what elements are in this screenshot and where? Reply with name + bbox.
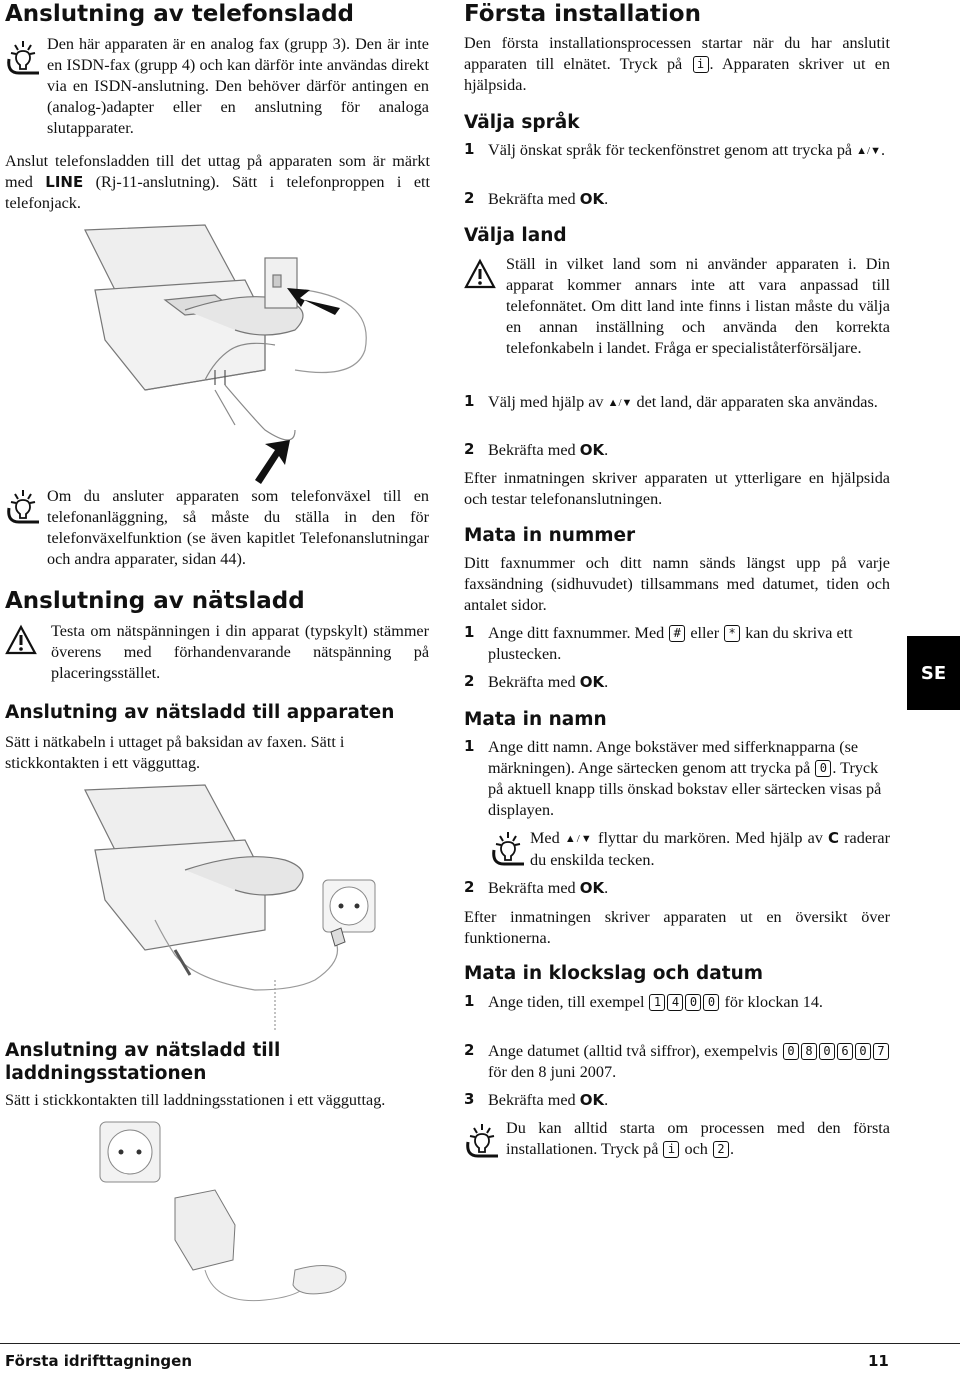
name-tip [530, 828, 890, 871]
heading-clock: Mata in klockslag och datum [464, 963, 764, 984]
clock-tip: Du kan alltid starta om processen med den första installationen. Tryck på i och 2 . [506, 1119, 890, 1158]
warning-icon [464, 258, 496, 290]
connect-text-b: (Rj-11-anslutning). Sätt i telefonproppen i ett telefonjack. [5, 173, 431, 212]
clock-step-2 [488, 1041, 890, 1083]
lang-step-1: Välj önskat språk för teckenfönstret genom att trycka på ▲/▼. [488, 141, 886, 159]
hash-key: # [669, 625, 685, 642]
name-step-2: Bekräfta med OK. [488, 879, 609, 897]
tip-icon [5, 37, 41, 77]
info-key: i [663, 1141, 679, 1158]
ok-label: OK [579, 879, 605, 897]
name-tip-d: raderar du enskilda tecken. [530, 829, 890, 869]
ok-label: OK [579, 190, 605, 208]
name-step-1-b: . Tryck på aktuell knapp tills önskad bokstav eller särtecken visas på displayen. [488, 759, 882, 819]
two-key: 2 [713, 1141, 729, 1158]
country-step-2: Bekräfta med OK. [488, 441, 609, 459]
clock-step-3: Bekräfta med OK. [488, 1091, 609, 1109]
digit-key: 0 [703, 994, 719, 1011]
digit-key: 0 [819, 1043, 835, 1060]
lang-step-2-text: Bekräfta med [488, 190, 580, 208]
country-after: Efter inmatningen skriver apparaten ut ytterligare en hjälpsida och testar telefonanslutningen. [464, 469, 890, 508]
star-key: * [724, 625, 740, 642]
zero-key: 0 [815, 760, 831, 777]
first-install-intro [464, 33, 890, 96]
line-label: LINE [45, 173, 84, 191]
ok-label: OK [579, 441, 605, 459]
clock-tip-a: Du kan alltid starta om processen med den första installationen. Tryck på [506, 1119, 890, 1158]
ok-label: OK [579, 1091, 605, 1109]
tip-icon [490, 828, 526, 868]
tip-icon [5, 486, 41, 526]
number-step-2-text: Bekräfta med [488, 673, 580, 691]
heading-phone-cord: Anslutning av telefonsladd [5, 1, 355, 27]
name-step-2-text: Bekräfta med [488, 879, 580, 897]
digit-key: 0 [855, 1043, 871, 1060]
fax-phone-cord-illustration [65, 220, 395, 485]
heading-language: Välja språk [464, 112, 580, 133]
ok-label: OK [579, 673, 605, 691]
first-intro-a: Den första installationsprocessen startar när du har anslutit apparaten till elnätet. Tryck på [464, 34, 890, 73]
power-station-text: Sätt i stickkontakten till laddningsstationen i ett vägguttag. [5, 1091, 386, 1109]
page-number: 11 [868, 1352, 889, 1370]
connect-text-a: Anslut telefonsladden till det uttag på apparaten som är märkt med [5, 152, 430, 191]
power-device-text: Sätt i nätkabeln i uttaget på baksidan av faxen. Sätt i stickkontakten i ett vägguttag. [5, 733, 345, 772]
step-number: 1 [464, 737, 475, 755]
first-intro-b: . Apparaten skriver ut en hjälpsida. [464, 55, 890, 94]
step-number: 1 [464, 623, 475, 641]
warning-voltage: Testa om nätspänningen i din apparat (typskylt) stämmer överens med förhandenvarande nätspänning på placeringsstället. [51, 622, 429, 682]
digit-key: 7 [873, 1043, 889, 1060]
lang-step-1-text: Välj önskat språk för teckenfönstret genom att trycka på [488, 141, 853, 159]
footer-section-title: Första idrifttagningen [5, 1352, 193, 1370]
clock-step-3-text: Bekräfta med [488, 1091, 580, 1109]
country-step-1 [488, 392, 890, 414]
heading-power-device: Anslutning av nätsladd till apparaten [5, 702, 395, 723]
digit-key: 1 [649, 994, 665, 1011]
step-number: 1 [464, 992, 475, 1010]
warning-country: Ställ in vilket land som ni använder apparaten i. Din apparat kommer annars inte att vara anpassad till telefonnätet. Om ditt land inte finns i listan måste du välja en annan inställning och använda den korrekta telefonkabeln i landet. Fråga er specialiståterförsäljare. [506, 255, 890, 357]
info-key: i [693, 56, 709, 73]
step-number: 1 [464, 392, 475, 410]
country-step-1-b: det land, där apparaten ska användas. [632, 393, 878, 411]
step-number: 2 [464, 440, 475, 458]
charger-illustration [95, 1120, 355, 1315]
clock-step-1-a: Ange tiden, till exempel [488, 993, 649, 1011]
clock-step-2-a: Ange datumet (alltid två siffror), exempelvis [488, 1042, 782, 1060]
number-step-1-a: Ange ditt faxnummer. Med [488, 624, 669, 642]
number-step-1-b: eller [686, 624, 724, 642]
heading-power-cord: Anslutning av nätsladd [5, 588, 305, 614]
step-number: 1 [464, 140, 475, 158]
digit-key: 8 [801, 1043, 817, 1060]
clock-step-1-b: för klockan 14. [720, 993, 823, 1011]
number-step-1 [488, 623, 890, 665]
name-tip-a: Med [530, 829, 565, 847]
name-after: Efter inmatningen skriver apparaten ut en översikt över funktionerna. [464, 908, 890, 947]
name-tip-b: flyttar du markören. Med hjälp av [592, 829, 829, 847]
up-down-arrow-icon: ▲/▼ [607, 397, 633, 409]
digit-key: 0 [783, 1043, 799, 1060]
connect-text [5, 151, 430, 214]
clock-tip-b: och [680, 1140, 712, 1158]
step-number: 2 [464, 672, 475, 690]
tip-icon [464, 1120, 500, 1160]
step-number: 2 [464, 878, 475, 896]
number-step-1-c: kan du skriva ett plustecken. [488, 624, 853, 663]
name-step-1-a: Ange ditt namn. Ange bokstäver med sifferknapparna (se märkningen). Ange särtecken genom att trycka på [488, 738, 859, 777]
step-number: 3 [464, 1090, 475, 1108]
number-intro: Ditt faxnummer och ditt namn sänds längst upp på varje faxsändning (sidhuvudet) tillsammans med datumet, tiden och antalet sidor. [464, 554, 890, 614]
number-step-2: Bekräfta med OK. [488, 673, 609, 691]
clock-step-1 [488, 992, 890, 1013]
footer-divider [0, 1343, 960, 1344]
step-number: 2 [464, 189, 475, 207]
tip-pbx: Om du ansluter apparaten som telefonväxel till en telefonanläggning, så måste du ställa in den för telefonväxelfunktion (se även kapitlet Telefonanslutningar och andra apparater, sidan 44). [47, 487, 429, 568]
digit-key: 6 [837, 1043, 853, 1060]
up-down-arrow-icon: ▲/▼ [564, 833, 593, 845]
digit-key: 4 [667, 994, 683, 1011]
country-step-2-text: Bekräfta med [488, 441, 580, 459]
fax-power-illustration [65, 780, 395, 1030]
digit-key: 0 [685, 994, 701, 1011]
heading-first-install: Första installation [464, 1, 701, 27]
language-tab: SE [907, 636, 960, 710]
warning-icon [5, 624, 37, 656]
heading-power-station: Anslutning av nätsladd till laddningsstationen [5, 1040, 281, 1084]
heading-country: Välja land [464, 225, 567, 246]
lang-step-2: Bekräfta med OK. [488, 190, 609, 208]
step-number: 2 [464, 1041, 475, 1059]
heading-number: Mata in nummer [464, 525, 636, 546]
c-key-label: C [828, 829, 840, 847]
tip-analog-fax: Den här apparaten är en analog fax (grupp 3). Den är inte en ISDN-fax (grupp 4) och kan därför inte användas direkt via en ISDN-anslutning. Den behöver därför antingen en (analog-)adapter eller en anslutning för analoga slutapparater. [47, 35, 429, 137]
name-step-1 [488, 737, 890, 821]
heading-name: Mata in namn [464, 709, 607, 730]
clock-step-2-b: för den 8 juni 2007. [488, 1063, 617, 1081]
up-down-arrow-icon: ▲/▼ [856, 145, 881, 157]
country-step-1-a: Välj med hjälp av [488, 393, 608, 411]
